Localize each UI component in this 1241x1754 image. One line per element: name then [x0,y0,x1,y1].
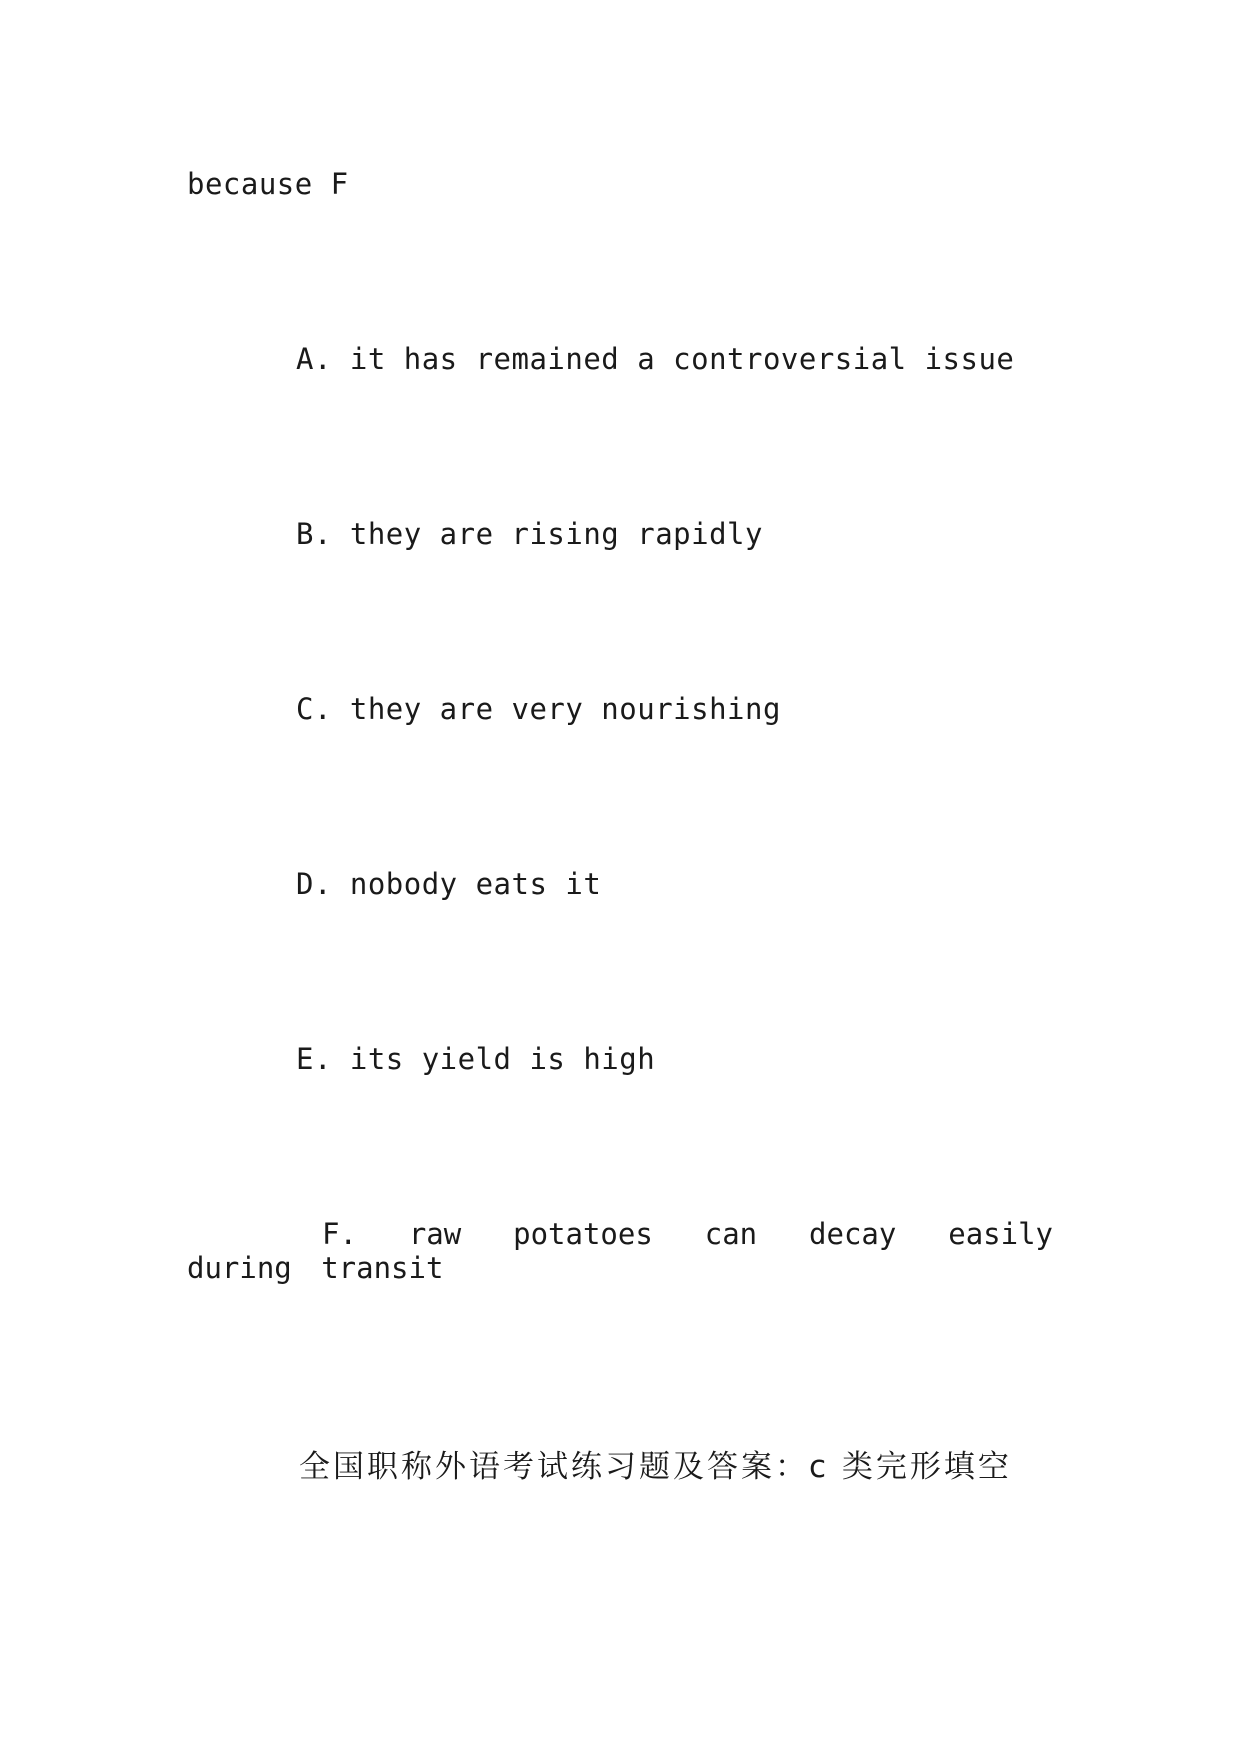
section-title: 全国职称外语考试练习题及答案：c 类完形填空 [299,1449,1012,1485]
option-e: E. its yield is high [296,1042,656,1076]
option-b: B. they are rising rapidly [296,517,763,551]
option-f: F. raw potatoes can decay easily during transit [187,1217,1053,1285]
lead-line: because F [187,167,349,201]
option-a: A. it has remained a controversial issue [296,342,1015,376]
option-c: C. they are very nourishing [296,692,781,726]
option-d: D. nobody eats it [296,867,602,901]
